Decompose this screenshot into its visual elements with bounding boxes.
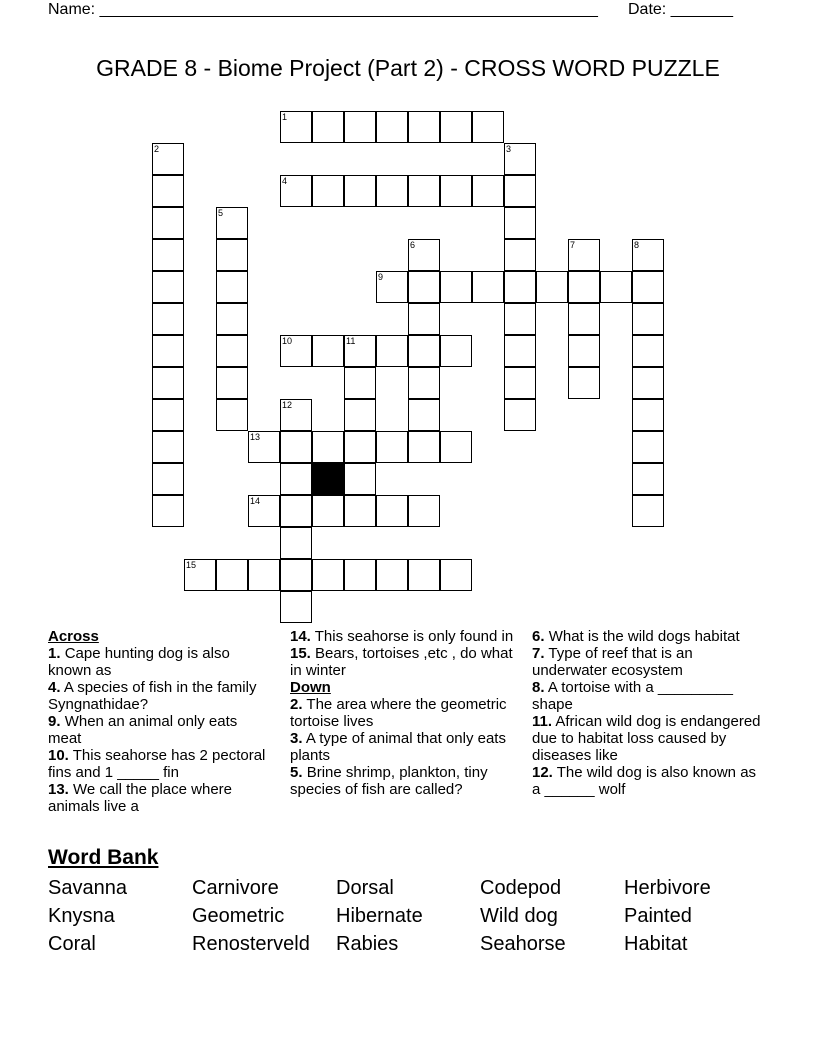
answer-cell[interactable]: [408, 303, 440, 335]
answer-cell[interactable]: [504, 271, 536, 303]
clue-across-10: 10. This seahorse has 2 pectoral fins and 1 _____ fin: [48, 747, 266, 781]
answer-cell[interactable]: [440, 175, 472, 207]
word-bank-item: Seahorse: [480, 933, 566, 955]
clue-down-5: 5. Brine shrimp, plankton, tiny species of fish are called?: [290, 764, 488, 798]
answer-cell[interactable]: [376, 495, 408, 527]
answer-cell[interactable]: [408, 431, 440, 463]
answer-cell[interactable]: [632, 335, 664, 367]
answer-cell[interactable]: [344, 559, 376, 591]
answer-cell[interactable]: [216, 559, 248, 591]
answer-cell[interactable]: [280, 591, 312, 623]
clue-across-1: 1. Cape hunting dog is also known as: [48, 645, 230, 679]
answer-cell[interactable]: [440, 271, 472, 303]
answer-cell[interactable]: [280, 399, 312, 431]
clue-number: 2: [154, 144, 160, 154]
answer-cell[interactable]: [248, 495, 280, 527]
answer-cell[interactable]: [376, 559, 408, 591]
answer-cell[interactable]: [152, 143, 184, 175]
across-heading: Across: [48, 628, 99, 645]
answer-cell[interactable]: [152, 335, 184, 367]
answer-cell[interactable]: [280, 431, 312, 463]
answer-cell[interactable]: [632, 399, 664, 431]
clue-number: 10: [282, 336, 293, 346]
answer-cell[interactable]: [472, 111, 504, 143]
answer-cell[interactable]: [312, 431, 344, 463]
answer-cell[interactable]: [280, 559, 312, 591]
answer-cell[interactable]: [344, 335, 376, 367]
answer-cell[interactable]: [408, 367, 440, 399]
clue-across-4: 4. A species of fish in the family Syngnathidae?: [48, 679, 257, 713]
answer-cell[interactable]: [440, 111, 472, 143]
word-bank-item: Knysna: [48, 905, 115, 927]
clue-number: 15: [186, 560, 197, 570]
word-bank-item: Herbivore: [624, 877, 711, 899]
word-bank-item: Savanna: [48, 877, 127, 899]
word-bank-item: Dorsal: [336, 877, 394, 899]
answer-cell[interactable]: [376, 111, 408, 143]
answer-cell[interactable]: [312, 111, 344, 143]
answer-cell[interactable]: [504, 207, 536, 239]
clue-number: 4: [282, 176, 288, 186]
clues-column-3: [532, 628, 762, 798]
answer-cell[interactable]: [280, 463, 312, 495]
answer-cell[interactable]: [504, 335, 536, 367]
answer-cell[interactable]: [408, 495, 440, 527]
answer-cell[interactable]: [152, 495, 184, 527]
answer-cell[interactable]: [568, 271, 600, 303]
word-bank-item: Habitat: [624, 933, 688, 955]
answer-cell[interactable]: [632, 271, 664, 303]
answer-cell[interactable]: [152, 399, 184, 431]
word-bank: [48, 874, 768, 958]
clue-down-11: 11. African wild dog is endangered due to habitat loss caused by diseases like: [532, 713, 761, 764]
answer-cell[interactable]: [152, 367, 184, 399]
answer-cell[interactable]: [312, 559, 344, 591]
answer-cell[interactable]: [344, 495, 376, 527]
clue-down-2: 2. The area where the geometric tortoise lives: [290, 696, 507, 730]
answer-cell[interactable]: [216, 239, 248, 271]
answer-cell[interactable]: [152, 303, 184, 335]
answer-cell[interactable]: [344, 463, 376, 495]
answer-cell[interactable]: [152, 463, 184, 495]
answer-cell[interactable]: [216, 399, 248, 431]
answer-cell[interactable]: [568, 239, 600, 271]
date-field-label: Date: _______: [628, 1, 733, 18]
answer-cell[interactable]: [216, 303, 248, 335]
answer-cell[interactable]: [152, 207, 184, 239]
answer-cell[interactable]: [376, 271, 408, 303]
answer-cell[interactable]: [408, 399, 440, 431]
answer-cell[interactable]: [408, 111, 440, 143]
answer-cell[interactable]: [344, 367, 376, 399]
answer-cell[interactable]: [568, 303, 600, 335]
answer-cell[interactable]: [248, 431, 280, 463]
answer-cell[interactable]: [632, 463, 664, 495]
answer-cell[interactable]: [216, 367, 248, 399]
clue-down-12: 12. The wild dog is also known as a ______ wolf: [532, 764, 757, 798]
answer-cell[interactable]: [184, 559, 216, 591]
clue-down-7: 7. Type of reef that is an underwater ecosystem: [532, 645, 693, 679]
clues-column-2: [290, 628, 524, 798]
word-bank-item: Hibernate: [336, 905, 423, 927]
word-bank-item: Geometric: [192, 905, 285, 927]
clue-across-13: 13. We call the place where animals live a: [48, 781, 233, 815]
word-bank-item: Carnivore: [192, 877, 279, 899]
answer-cell[interactable]: [440, 431, 472, 463]
answer-cell[interactable]: [280, 495, 312, 527]
clue-number: 11: [346, 336, 356, 346]
clue-number: 3: [506, 144, 512, 154]
clue-number: 13: [250, 432, 261, 442]
clue-number: 5: [218, 208, 224, 218]
answer-cell[interactable]: [376, 431, 408, 463]
answer-cell[interactable]: [568, 367, 600, 399]
answer-cell[interactable]: [504, 399, 536, 431]
answer-cell[interactable]: [568, 335, 600, 367]
clue-number: 8: [634, 240, 640, 250]
clues-column-1: [48, 628, 270, 815]
answer-cell[interactable]: [312, 495, 344, 527]
answer-cell[interactable]: [472, 271, 504, 303]
answer-cell[interactable]: [536, 271, 568, 303]
answer-cell[interactable]: [344, 111, 376, 143]
answer-cell[interactable]: [248, 559, 280, 591]
clue-down-3: 3. A type of animal that only eats plants: [290, 730, 506, 764]
down-heading: Down: [290, 679, 331, 696]
word-bank-item: Coral: [48, 933, 96, 955]
answer-cell[interactable]: [504, 239, 536, 271]
word-bank-title: Word Bank: [48, 846, 159, 869]
answer-cell[interactable]: [504, 143, 536, 175]
answer-cell[interactable]: [504, 175, 536, 207]
clue-number: 12: [282, 400, 293, 410]
answer-cell[interactable]: [408, 271, 440, 303]
answer-cell[interactable]: [312, 175, 344, 207]
clue-number: 9: [378, 272, 384, 282]
answer-cell[interactable]: [280, 335, 312, 367]
clue-down-8: 8. A tortoise with a _________ shape: [532, 679, 733, 713]
answer-cell[interactable]: [216, 335, 248, 367]
page-title: GRADE 8 - Biome Project (Part 2) - CROSS WORD PUZZLE: [96, 55, 720, 81]
answer-cell[interactable]: [344, 431, 376, 463]
answer-cell[interactable]: [344, 399, 376, 431]
answer-cell[interactable]: [312, 335, 344, 367]
answer-cell[interactable]: [280, 111, 312, 143]
clue-across-9: 9. When an animal only eats meat: [48, 713, 238, 747]
answer-cell[interactable]: [152, 271, 184, 303]
answer-cell[interactable]: [632, 431, 664, 463]
clue-across-15: 15. Bears, tortoises ,etc , do what in winter: [290, 645, 513, 679]
clue-across-14: 14. This seahorse is only found in: [290, 628, 514, 645]
answer-cell[interactable]: [632, 239, 664, 271]
answer-cell[interactable]: [504, 303, 536, 335]
answer-cell[interactable]: [280, 527, 312, 559]
answer-cell[interactable]: [280, 175, 312, 207]
word-bank-item: Wild dog: [480, 905, 558, 927]
name-field-label: Name: ________________________________________________________: [48, 1, 598, 18]
answer-cell[interactable]: [472, 175, 504, 207]
clue-down-6: 6. What is the wild dogs habitat: [532, 628, 740, 645]
answer-cell[interactable]: [632, 303, 664, 335]
answer-cell[interactable]: [632, 495, 664, 527]
answer-cell[interactable]: [632, 367, 664, 399]
word-bank-item: Painted: [624, 905, 692, 927]
answer-cell[interactable]: [440, 559, 472, 591]
answer-cell[interactable]: [440, 335, 472, 367]
answer-cell[interactable]: [408, 335, 440, 367]
answer-cell[interactable]: [152, 239, 184, 271]
blocked-cell: [312, 463, 344, 495]
answer-cell[interactable]: [504, 367, 536, 399]
answer-cell[interactable]: [152, 431, 184, 463]
clue-number: 6: [410, 240, 416, 250]
clue-number: 7: [570, 240, 576, 250]
answer-cell[interactable]: [376, 175, 408, 207]
answer-cell[interactable]: [408, 559, 440, 591]
word-bank-item: Renosterveld: [192, 933, 310, 955]
word-bank-item: Rabies: [336, 933, 399, 955]
answer-cell[interactable]: [216, 271, 248, 303]
clue-number: 1: [282, 112, 288, 122]
answer-cell[interactable]: [152, 175, 184, 207]
answer-cell[interactable]: [216, 207, 248, 239]
answer-cell[interactable]: [344, 175, 376, 207]
answer-cell[interactable]: [600, 271, 632, 303]
clue-number: 14: [250, 496, 261, 506]
answer-cell[interactable]: [408, 239, 440, 271]
answer-cell[interactable]: [408, 175, 440, 207]
answer-cell[interactable]: [376, 335, 408, 367]
word-bank-item: Codepod: [480, 877, 562, 899]
